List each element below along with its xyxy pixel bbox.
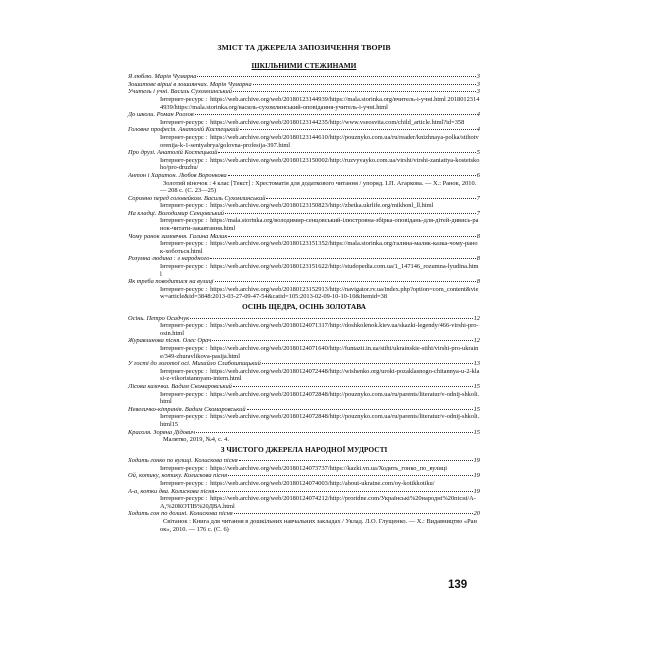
entry-source	[128, 391, 480, 406]
entry-heading	[128, 406, 480, 414]
source-text: https://web.archive.org/web/20180124072448/http://wishenko.org/uroki-pozaklasnogo-chitannya-u-2-klasi-z-vikoristannyam-intern.html	[160, 367, 480, 383]
source-text: https://web.archive.org/web/20180123151352/https://mala.storinka.org/галина-малик-казка-чому-ранок-хоботься.html	[160, 240, 478, 255]
entry-page: 20	[473, 510, 480, 518]
contents-entry	[128, 255, 480, 278]
entry-page: 19	[473, 472, 480, 480]
contents-entry	[128, 73, 480, 81]
entry-page: 6	[476, 171, 480, 179]
source-label: Інтернет-ресурс :	[160, 202, 208, 210]
entry-source	[128, 413, 480, 428]
dot-leader	[197, 76, 475, 77]
entry-source	[128, 180, 480, 195]
entry-heading	[128, 233, 480, 241]
entry-title: А-а, котки два. Колискова пісня	[128, 487, 215, 495]
dot-leader	[233, 386, 473, 387]
entry-source	[128, 96, 480, 111]
entry-title: Ходить гонко по вулиці. Колискова пісня	[128, 457, 238, 465]
contents-entry	[128, 195, 480, 210]
source-text: https://web.archive.org/web/20180124074212/http://proridne.com/Українські%20народні%20пісні/А-А,%20КОТІВ%20ДВА.html	[160, 495, 476, 510]
entry-heading	[128, 472, 480, 480]
dot-leader	[212, 340, 472, 341]
source-text: https://web.archive.org/web/20180124073737/https://kazki.vn.ua/Ходить_гонко_по_вулиці	[210, 464, 447, 472]
entry-title: Ой, котику, котику. Колискова пісня	[128, 472, 228, 480]
entry-page: 4	[476, 111, 480, 119]
dot-leader	[262, 363, 473, 364]
entry-page: 12	[473, 314, 480, 322]
section-heading: З ЧИСТОГО ДЖЕРЕЛА НАРОДНОЇ МУДРОСТІ	[220, 444, 388, 454]
entry-heading	[128, 488, 480, 496]
dot-leader	[239, 460, 473, 461]
contents-entry	[128, 315, 480, 338]
source-label: Інтернет-ресурс :	[160, 495, 208, 503]
source-label: Інтернет-ресурс :	[160, 95, 208, 103]
entry-heading	[128, 81, 480, 89]
dot-leader	[228, 175, 476, 176]
entry-page: 15	[473, 405, 480, 413]
dot-leader	[196, 432, 473, 433]
source-text: Свiтанок : Книга для читання в дошкільних навчальних закладах / Уклад. Л.О. Глущенко. — Х.: Видавництво «Ранок», 2010. — 176 с. (С. 6)	[160, 518, 477, 533]
dot-leader	[233, 91, 476, 92]
source-text: https://web.archive.org/web/20180124071640/http://funtazii.in.ua/stihi/ukrainskie-stihi/virshi-pro-ukraine/349-zhuravlikova-pasija.html	[160, 344, 479, 360]
source-text: https://web.archive.org/web/20180123144939/https://mala.storinka.org/вчитель-і-учні.html 20180123144939/https://mala.storinka.org/василь-сухомлинський-оповідання-учитель-і-учні.html	[160, 95, 480, 111]
entry-title: Розумна людина : з народного	[128, 255, 210, 263]
entry-title: Антон і Харитон. Любов Воронкова	[128, 171, 227, 179]
source-text: https://web.archive.org/web/20180124074003/http://about-ukraine.com/oy-kotikkotiku/	[210, 480, 435, 488]
entry-title: Красоля. Зоряна Дідович	[128, 428, 195, 436]
entry-page: 3	[476, 88, 480, 96]
source-text: https://mala.storinka.org/володимир-сенцовський-ілюстровна-збірка-оповідань-для-дітей-дивись-ранок-читати-закавтання.html	[160, 217, 479, 233]
entry-heading	[128, 510, 480, 518]
source-text: https://web.archive.org/web/20180124072848/http://pouznyko.com.ua/ru/parents/literatur/v-odnij-shkoli.html	[160, 390, 480, 406]
entry-heading	[128, 111, 480, 119]
entry-page: 13	[473, 360, 480, 368]
entry-title: Учитель і учні. Василь Сухомлинський	[128, 88, 232, 96]
dot-leader	[218, 152, 475, 153]
source-label: Інтернет-ресурс :	[160, 217, 208, 225]
source-text: https://web.archive.org/web/20180124072848/http://pouznyko.com.ua/ru/parents/literatur/v-odnij-shkoli.html15	[160, 413, 480, 428]
entry-source	[128, 263, 480, 278]
source-label: Інтернет-ресурс :	[160, 285, 208, 293]
dot-leader	[234, 513, 473, 514]
entry-source	[128, 322, 480, 337]
contents-entry	[128, 337, 480, 360]
entry-title: Чому ранок замовчня. Галина Малик	[128, 232, 228, 240]
contents-entry	[128, 429, 480, 444]
dot-leader	[195, 114, 476, 115]
contents-entry	[128, 457, 480, 472]
contents-entry	[128, 406, 480, 429]
entry-source	[128, 134, 480, 149]
entry-page: 7	[476, 209, 480, 217]
dot-leader	[225, 213, 476, 214]
dot-leader	[190, 318, 473, 319]
source-label: Інтернет-ресурс :	[160, 390, 208, 398]
entry-heading	[128, 172, 480, 180]
contents-list	[128, 62, 480, 534]
entry-heading	[128, 315, 480, 323]
entry-page: 8	[476, 232, 480, 240]
entry-source	[128, 480, 480, 488]
source-text: https://web.archive.org/web/20180123152913/http://navigator.rv.ua/index.php?option=com_content&view=article&id=3848:2013-03-27-09-47-54&catid=105:2013-02-09-10-10-10&Itemid=38	[160, 285, 479, 301]
entry-heading	[128, 255, 480, 263]
source-text: https://web.archive.org/web/20180123150002/http://ruzvyvayko.com.ua/virshi/virshi-zaniattya-kostetskoho/pro-druzhu/	[160, 156, 480, 172]
contents-entry	[128, 383, 480, 406]
entry-title: До школи. Роман Роллов	[128, 111, 194, 119]
entry-page: 12	[473, 337, 480, 345]
entry-title: У гості до золотої осі. Михайло Слабошпицький	[128, 360, 261, 368]
dot-leader	[228, 475, 473, 476]
contents-entry	[128, 172, 480, 195]
source-text: https://web.archive.org/web/20180123150823/http://zbetka.ukrlife.org/mikhonl_ll.html	[210, 202, 434, 210]
contents-entry	[128, 233, 480, 256]
entry-title: Осінь. Петро Осадчук	[128, 314, 190, 322]
source-text: Золотий вiночок : 4 клас [Текст] : Хрестоматія для додаткового читання / упоряд. І.П. Агаркова. — Х.: Ранок, 2010. — 208 с. (С. 23—25)	[160, 179, 477, 195]
dot-leader	[215, 491, 472, 492]
page-number: 139	[448, 579, 468, 591]
entry-heading	[128, 429, 480, 437]
contents-entry	[128, 149, 480, 172]
source-text: https://web.archive.org/web/20180123144235/http://www.vseosvita.com/child_article.html?id=358	[210, 118, 465, 126]
entry-source	[128, 436, 480, 444]
dot-leader	[210, 258, 475, 259]
entry-title: Лісова казочка. Вадим Скомаровський	[128, 382, 232, 390]
entry-heading	[128, 210, 480, 218]
document-page	[128, 40, 480, 533]
entry-heading	[128, 278, 480, 286]
entry-page: 19	[473, 457, 480, 465]
source-label: Інтернет-ресурс :	[160, 480, 208, 488]
contents-entry	[128, 510, 480, 533]
entry-page: 8	[476, 278, 480, 286]
entry-heading	[128, 383, 480, 391]
contents-entry	[128, 488, 480, 511]
contents-entry	[128, 278, 480, 301]
entry-source	[128, 240, 480, 255]
contents-entry	[128, 111, 480, 126]
entry-page: 5	[476, 149, 480, 157]
source-label: Інтернет-ресурс :	[160, 240, 208, 248]
source-text: Малятко, 2019, №4, с. 4.	[163, 436, 229, 444]
source-text: https://web.archive.org/web/20180124071317/http://doshkolenok.kiev.ua/skazki-legendy/466-virshi-pro-osin.html	[160, 322, 479, 337]
source-label: Інтернет-ресурс :	[160, 367, 208, 375]
entry-title: Журавлинова пісня. Олес Орач	[128, 337, 212, 345]
entry-title: Ходить сон по долині. Колискова пісня	[128, 510, 233, 518]
source-label: Інтернет-ресурс :	[160, 156, 208, 164]
source-label: Інтернет-ресурс :	[160, 464, 208, 472]
page-title: ЗМІСТ ТА ДЖЕРЕЛА ЗАПОЗИЧЕННЯ ТВОРІВ	[217, 43, 391, 52]
entry-title: Як треба поводитися на вулиці	[128, 278, 214, 286]
dot-leader	[215, 281, 476, 282]
entry-heading	[128, 126, 480, 134]
entry-title: Невеличко-кітранія. Вадим Скомаровський	[128, 405, 246, 413]
dot-leader	[266, 198, 475, 199]
source-text: https://web.archive.org/web/20180123144610/http://pouznyko.com.ua/ru/reader/knizhnaya-polka/stihotvorenija-k-1-sentyabrya/golovna-profesija-397.html	[160, 133, 479, 149]
entry-title: Про друзі. Анатолій Костецький	[128, 149, 218, 157]
dot-leader	[247, 409, 473, 410]
entry-heading	[128, 457, 480, 465]
entry-page: 8	[476, 255, 480, 263]
entry-title: Головне професія. Анатолій Костецький	[128, 126, 239, 134]
entry-source	[128, 217, 480, 232]
contents-entry	[128, 88, 480, 111]
entry-title: Соромно перед соловейком. Василь Сухомлинський	[128, 194, 266, 202]
entry-heading	[128, 149, 480, 157]
source-label: Інтернет-ресурс :	[160, 263, 208, 271]
entry-title: Зошитове вірші в зошиянчах. Марія Чумарна	[128, 80, 252, 88]
section-heading: ОСІНЬ ЩЕДРА, ОСІНЬ ЗОЛОТАВА	[241, 302, 367, 311]
entry-heading	[128, 360, 480, 368]
entry-heading	[128, 337, 480, 345]
entry-page: 7	[476, 194, 480, 202]
source-label: Інтернет-ресурс :	[160, 133, 208, 141]
entry-page: 15	[473, 428, 480, 436]
entry-page: 3	[476, 73, 480, 81]
entry-source	[128, 286, 480, 301]
contents-entry	[128, 360, 480, 383]
contents-entry	[128, 472, 480, 487]
contents-entry	[128, 81, 480, 89]
entry-page: 19	[473, 487, 480, 495]
section-heading: ШКІЛЬНИМИ СТЕЖИНАМИ	[251, 60, 357, 70]
entry-heading	[128, 88, 480, 96]
entry-title: На кладці. Володимир Сенцовський	[128, 209, 224, 217]
entry-title: Я люблю. Марія Чумарна	[128, 73, 197, 81]
dot-leader	[228, 236, 475, 237]
dot-leader	[253, 84, 476, 85]
source-label: Інтернет-ресурс :	[160, 413, 208, 421]
entry-heading	[128, 73, 480, 81]
source-text: https://web.archive.org/web/20180123151622/http://studopedia.com.ua/1_147146_rozumna-lyudina.html	[160, 263, 479, 278]
entry-source	[128, 157, 480, 172]
entry-page: 15	[473, 382, 480, 390]
source-label: Інтернет-ресурс :	[160, 322, 208, 330]
dot-leader	[240, 129, 476, 130]
entry-source	[128, 465, 480, 473]
entry-source	[128, 202, 480, 210]
contents-entry	[128, 126, 480, 149]
entry-source	[128, 495, 480, 510]
source-label: Інтернет-ресурс :	[160, 344, 208, 352]
contents-entry	[128, 210, 480, 233]
entry-source	[128, 119, 480, 127]
entry-page: 4	[476, 126, 480, 134]
source-label: Інтернет-ресурс :	[160, 118, 208, 126]
entry-source	[128, 368, 480, 383]
entry-heading	[128, 195, 480, 203]
entry-page: 3	[476, 80, 480, 88]
entry-source	[128, 345, 480, 360]
entry-source	[128, 518, 480, 533]
